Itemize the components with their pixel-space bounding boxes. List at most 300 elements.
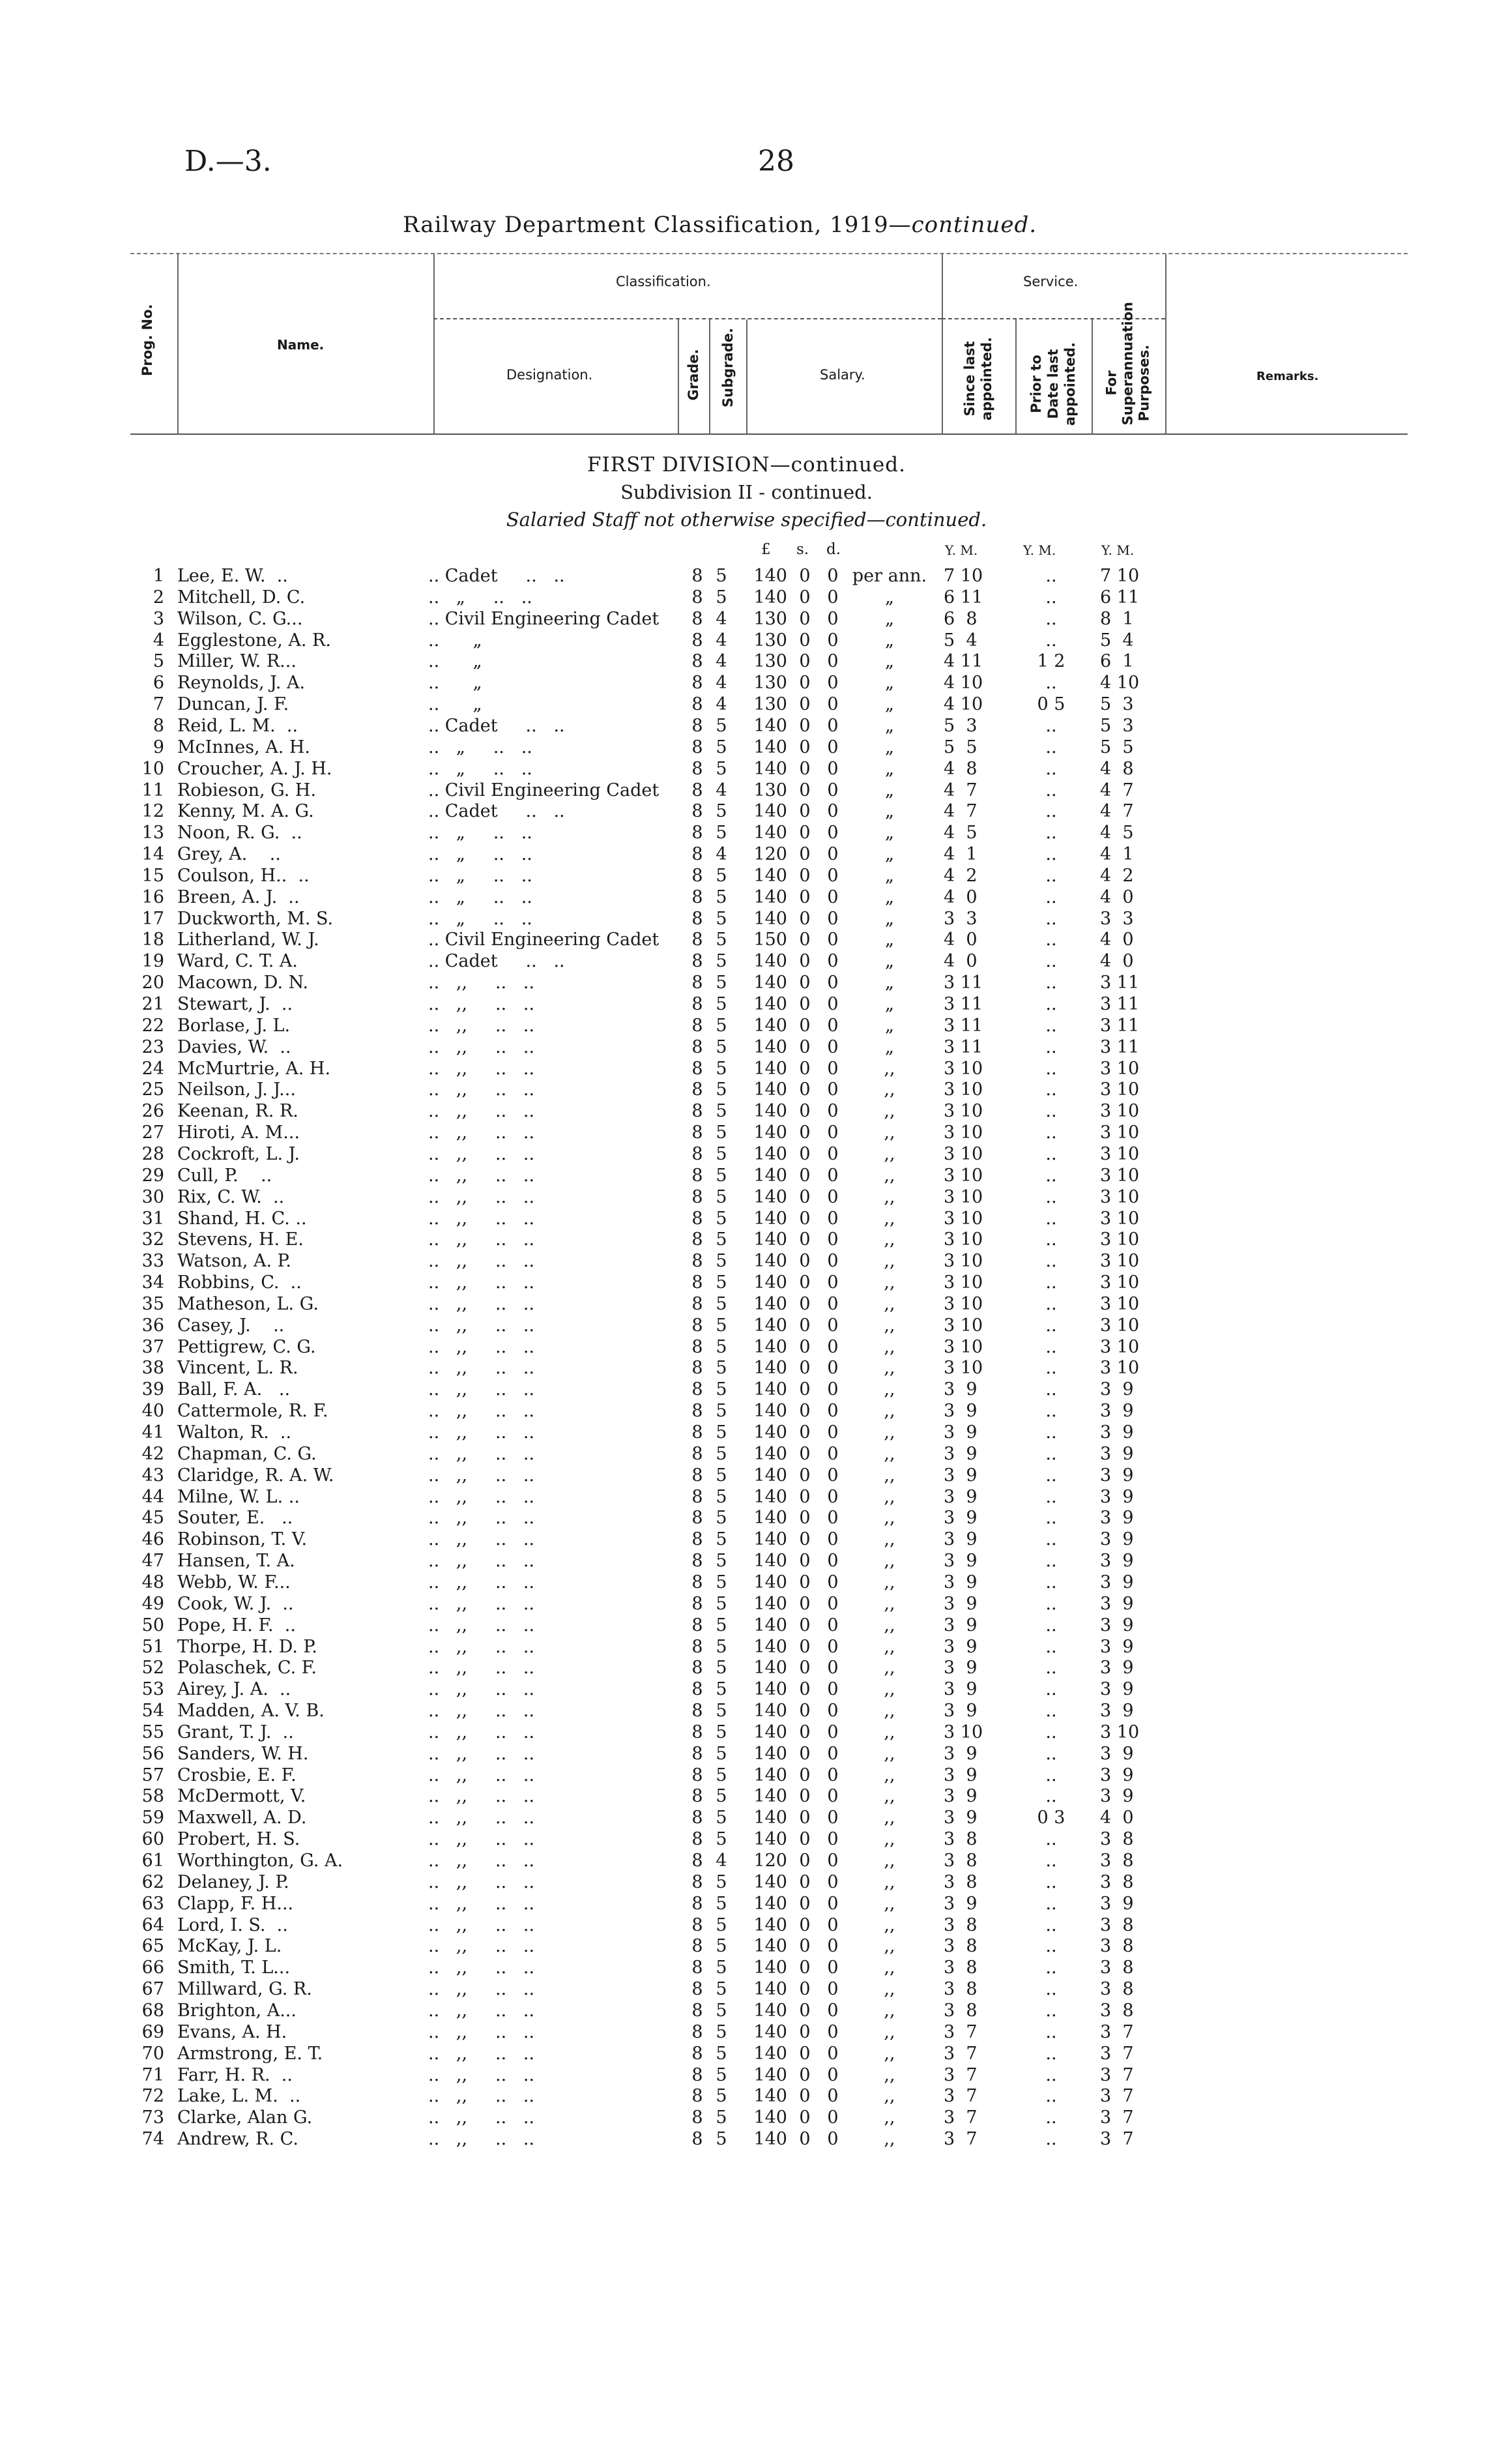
superannuation-cell: 4 1 bbox=[1100, 844, 1134, 865]
superannuation-cell: 3 9 bbox=[1100, 1786, 1134, 1807]
salary-period-cell: ,, bbox=[884, 1401, 895, 1422]
designation-cell: .. ,, .. .. bbox=[428, 1572, 535, 1592]
salary-pence-cell: 0 bbox=[827, 1443, 839, 1464]
table-row bbox=[0, 2086, 1493, 2107]
salary-shillings-cell: 0 bbox=[799, 2064, 811, 2085]
prior-service-cell: .. bbox=[1045, 1743, 1057, 1764]
prog-no-cell: 9 bbox=[152, 737, 164, 757]
since-last-appointed-cell: 3 10 bbox=[944, 1336, 983, 1357]
salary-shillings-cell: 0 bbox=[799, 1529, 811, 1550]
prog-no-cell: 61 bbox=[141, 1851, 164, 1871]
salary-pounds-cell: 140 bbox=[753, 2086, 787, 2107]
designation-cell: .. ,, .. .. bbox=[428, 1293, 535, 1314]
superannuation-cell: 4 7 bbox=[1100, 801, 1134, 822]
salary-shillings-cell: 0 bbox=[799, 566, 811, 586]
since-last-appointed-cell: 3 11 bbox=[944, 1015, 983, 1036]
prior-service-cell: .. bbox=[1045, 673, 1057, 694]
subgrade-cell: 5 bbox=[716, 1143, 727, 1164]
salary-shillings-cell: 0 bbox=[799, 887, 811, 907]
salary-period-cell: ,, bbox=[884, 1379, 895, 1400]
since-last-appointed-cell: 3 9 bbox=[944, 1765, 978, 1785]
salary-period-cell: ,, bbox=[884, 1122, 895, 1143]
table-row bbox=[0, 1401, 1493, 1422]
name-cell: Pettigrew, C. G. bbox=[177, 1336, 316, 1357]
since-last-appointed-cell: 3 7 bbox=[944, 2064, 978, 2085]
salary-period-cell: ,, bbox=[884, 1979, 895, 2000]
salary-shillings-cell: 0 bbox=[799, 823, 811, 843]
prior-service-cell: .. bbox=[1045, 758, 1057, 779]
grade-cell: 8 bbox=[691, 1572, 703, 1592]
prior-service-cell: .. bbox=[1045, 1958, 1057, 1978]
salary-shillings-cell: 0 bbox=[799, 1851, 811, 1871]
salary-period-cell: „ bbox=[885, 1036, 894, 1057]
grade-cell: 8 bbox=[691, 2064, 703, 2085]
subgrade-cell: 5 bbox=[716, 758, 727, 779]
prog-no-cell: 57 bbox=[141, 1765, 164, 1785]
grade-cell: 8 bbox=[691, 1529, 703, 1550]
salary-shillings-cell: 0 bbox=[799, 1593, 811, 1614]
subgrade-cell: 5 bbox=[716, 1486, 727, 1507]
table-row bbox=[0, 1122, 1493, 1143]
since-last-appointed-cell: 4 0 bbox=[944, 930, 978, 950]
prog-no-cell: 49 bbox=[141, 1593, 164, 1614]
table-row bbox=[0, 1315, 1493, 1336]
salary-shillings-cell: 0 bbox=[799, 908, 811, 929]
prog-no-cell: 67 bbox=[141, 1979, 164, 2000]
grade-cell: 8 bbox=[691, 2021, 703, 2042]
subgrade-cell: 5 bbox=[716, 1743, 727, 1764]
subgrade-cell: 5 bbox=[716, 973, 727, 993]
salary-pounds-cell: 140 bbox=[753, 1765, 787, 1785]
prog-no-cell: 32 bbox=[141, 1229, 164, 1250]
salary-period-cell: ,, bbox=[884, 1551, 895, 1572]
salary-shillings-cell: 0 bbox=[799, 1979, 811, 2000]
name-cell: Clapp, F. H... bbox=[177, 1893, 294, 1914]
salary-pounds-cell: 140 bbox=[753, 908, 787, 929]
salary-shillings-cell: 0 bbox=[799, 1443, 811, 1464]
name-cell: Grant, T. J. .. bbox=[177, 1722, 294, 1742]
salary-period-cell: ,, bbox=[884, 1358, 895, 1379]
salary-pounds-cell: 140 bbox=[753, 1722, 787, 1742]
salary-pounds-cell: 140 bbox=[753, 1336, 787, 1357]
prior-service-cell: .. bbox=[1045, 1272, 1057, 1293]
salary-period-cell: „ bbox=[885, 994, 894, 1014]
salary-period-cell: ,, bbox=[884, 1722, 895, 1742]
unit-ym-prior: Y. M. bbox=[1023, 542, 1056, 558]
title-main: Railway Department Classification, 1919— bbox=[403, 212, 912, 238]
salary-period-cell: „ bbox=[885, 865, 894, 886]
name-cell: Lord, I. S. .. bbox=[177, 1914, 288, 1935]
table-row bbox=[0, 1059, 1493, 1079]
designation-cell: .. ,, .. .. bbox=[428, 1893, 535, 1914]
since-last-appointed-cell: 3 11 bbox=[944, 994, 983, 1014]
designation-cell: .. ,, .. .. bbox=[428, 1015, 535, 1036]
salary-shillings-cell: 0 bbox=[799, 1722, 811, 1742]
prog-no-cell: 58 bbox=[141, 1786, 164, 1807]
prog-no-cell: 50 bbox=[141, 1615, 164, 1635]
salary-pounds-cell: 140 bbox=[753, 1658, 787, 1679]
salary-pence-cell: 0 bbox=[827, 844, 839, 865]
salary-pounds-cell: 140 bbox=[753, 1036, 787, 1057]
superannuation-cell: 3 11 bbox=[1100, 973, 1140, 993]
rule-v8 bbox=[1015, 319, 1017, 433]
header-prog-no: Prog. No. bbox=[139, 304, 155, 376]
salary-pounds-cell: 140 bbox=[753, 1829, 787, 1850]
table-row bbox=[0, 1894, 1493, 1914]
name-cell: Mitchell, D. C. bbox=[177, 587, 306, 608]
salary-pence-cell: 0 bbox=[827, 1593, 839, 1614]
superannuation-cell: 3 9 bbox=[1100, 1508, 1134, 1529]
name-cell: Croucher, A. J. H. bbox=[177, 758, 332, 779]
grade-cell: 8 bbox=[691, 1593, 703, 1614]
salary-shillings-cell: 0 bbox=[799, 780, 811, 800]
salary-period-cell: ,, bbox=[884, 1079, 895, 1100]
header-since-last: Since last appointed. bbox=[962, 336, 994, 421]
salary-pounds-cell: 140 bbox=[753, 1936, 787, 1957]
rule-v4 bbox=[1165, 254, 1167, 433]
prog-no-cell: 46 bbox=[141, 1529, 164, 1550]
prior-service-cell: 1 2 bbox=[1037, 651, 1065, 672]
prog-no-cell: 43 bbox=[141, 1465, 164, 1486]
salary-pounds-cell: 140 bbox=[753, 865, 787, 886]
salary-pence-cell: 0 bbox=[827, 2000, 839, 2021]
grade-cell: 8 bbox=[691, 887, 703, 907]
salary-period-cell: „ bbox=[885, 887, 894, 907]
since-last-appointed-cell: 3 9 bbox=[944, 1529, 978, 1550]
salary-shillings-cell: 0 bbox=[799, 2000, 811, 2021]
prior-service-cell: .. bbox=[1045, 1036, 1057, 1057]
prior-service-cell: .. bbox=[1045, 1229, 1057, 1250]
name-cell: Hiroti, A. M... bbox=[177, 1122, 300, 1143]
table-row bbox=[0, 1337, 1493, 1358]
since-last-appointed-cell: 3 8 bbox=[944, 1871, 978, 1892]
superannuation-cell: 3 7 bbox=[1100, 2086, 1134, 2107]
name-cell: Cockroft, L. J. bbox=[177, 1143, 300, 1164]
grade-cell: 8 bbox=[691, 737, 703, 757]
prior-service-cell: .. bbox=[1045, 1251, 1057, 1272]
salary-pounds-cell: 140 bbox=[753, 1443, 787, 1464]
since-last-appointed-cell: 3 8 bbox=[944, 2000, 978, 2021]
table-row bbox=[0, 651, 1493, 672]
salary-period-cell: „ bbox=[885, 608, 894, 629]
salary-shillings-cell: 0 bbox=[799, 1336, 811, 1357]
prior-service-cell: .. bbox=[1045, 587, 1057, 608]
grade-cell: 8 bbox=[691, 1293, 703, 1314]
name-cell: Polaschek, C. F. bbox=[177, 1658, 317, 1679]
salary-shillings-cell: 0 bbox=[799, 1015, 811, 1036]
grade-cell: 8 bbox=[691, 1808, 703, 1828]
salary-period-cell: ,, bbox=[884, 1143, 895, 1164]
salary-pounds-cell: 140 bbox=[753, 1186, 787, 1207]
salary-shillings-cell: 0 bbox=[799, 737, 811, 757]
salary-pence-cell: 0 bbox=[827, 630, 839, 651]
salary-period-cell: ,, bbox=[884, 1486, 895, 1507]
salary-period-cell: „ bbox=[885, 1015, 894, 1036]
grade-cell: 8 bbox=[691, 1358, 703, 1379]
salary-period-cell: ,, bbox=[884, 1914, 895, 1935]
salary-pence-cell: 0 bbox=[827, 1101, 839, 1122]
salary-pounds-cell: 140 bbox=[753, 1401, 787, 1422]
salary-pence-cell: 0 bbox=[827, 1871, 839, 1892]
grade-cell: 8 bbox=[691, 994, 703, 1014]
table-row bbox=[0, 759, 1493, 780]
designation-cell: .. ,, .. .. bbox=[428, 2000, 535, 2021]
salary-pounds-cell: 130 bbox=[753, 780, 787, 800]
table-row bbox=[0, 1166, 1493, 1186]
salary-shillings-cell: 0 bbox=[799, 1058, 811, 1079]
salary-pence-cell: 0 bbox=[827, 1315, 839, 1336]
designation-cell: .. ,, .. .. bbox=[428, 1422, 535, 1443]
name-cell: Worthington, G. A. bbox=[177, 1851, 343, 1871]
name-cell: Milne, W. L. .. bbox=[177, 1486, 300, 1507]
superannuation-cell: 3 10 bbox=[1100, 1293, 1140, 1314]
subgrade-cell: 4 bbox=[716, 1851, 727, 1871]
since-last-appointed-cell: 3 10 bbox=[944, 1358, 983, 1379]
grade-cell: 8 bbox=[691, 1871, 703, 1892]
subgrade-cell: 4 bbox=[716, 651, 727, 672]
salary-period-cell: „ bbox=[885, 823, 894, 843]
subgrade-cell: 4 bbox=[716, 694, 727, 715]
superannuation-cell: 3 9 bbox=[1100, 1593, 1134, 1614]
salary-pounds-cell: 140 bbox=[753, 951, 787, 972]
table-row bbox=[0, 1658, 1493, 1679]
prog-no-cell: 21 bbox=[141, 994, 164, 1014]
salary-shillings-cell: 0 bbox=[799, 1743, 811, 1764]
prog-no-cell: 45 bbox=[141, 1508, 164, 1529]
grade-cell: 8 bbox=[691, 1443, 703, 1464]
prior-service-cell: .. bbox=[1045, 1893, 1057, 1914]
table-row bbox=[0, 1251, 1493, 1272]
name-cell: McKay, J. L. bbox=[177, 1936, 282, 1957]
salary-shillings-cell: 0 bbox=[799, 1315, 811, 1336]
grade-cell: 8 bbox=[691, 1486, 703, 1507]
prog-no-cell: 35 bbox=[141, 1293, 164, 1314]
salary-shillings-cell: 0 bbox=[799, 1186, 811, 1207]
since-last-appointed-cell: 3 10 bbox=[944, 1122, 983, 1143]
subgrade-cell: 5 bbox=[716, 2000, 727, 2021]
salary-pence-cell: 0 bbox=[827, 1615, 839, 1635]
salary-pounds-cell: 140 bbox=[753, 994, 787, 1014]
since-last-appointed-cell: 6 11 bbox=[944, 587, 983, 608]
salary-shillings-cell: 0 bbox=[799, 1572, 811, 1592]
since-last-appointed-cell: 3 9 bbox=[944, 1658, 978, 1679]
prog-no-cell: 1 bbox=[152, 566, 164, 586]
designation-cell: .. ,, .. .. bbox=[428, 1914, 535, 1935]
salary-shillings-cell: 0 bbox=[799, 1465, 811, 1486]
salary-period-cell: ,, bbox=[884, 2107, 895, 2128]
since-last-appointed-cell: 4 0 bbox=[944, 951, 978, 972]
salary-shillings-cell: 0 bbox=[799, 608, 811, 629]
table-row bbox=[0, 2001, 1493, 2021]
salary-shillings-cell: 0 bbox=[799, 1551, 811, 1572]
subgrade-cell: 5 bbox=[716, 1358, 727, 1379]
table-row bbox=[0, 866, 1493, 887]
salary-pounds-cell: 130 bbox=[753, 608, 787, 629]
salary-pence-cell: 0 bbox=[827, 823, 839, 843]
prior-service-cell: .. bbox=[1045, 1871, 1057, 1892]
salary-period-cell: ,, bbox=[884, 1251, 895, 1272]
since-last-appointed-cell: 3 9 bbox=[944, 1893, 978, 1914]
grade-cell: 8 bbox=[691, 1786, 703, 1807]
superannuation-cell: 3 9 bbox=[1100, 1551, 1134, 1572]
subgrade-cell: 5 bbox=[716, 801, 727, 822]
salary-pence-cell: 0 bbox=[827, 1379, 839, 1400]
salary-shillings-cell: 0 bbox=[799, 801, 811, 822]
since-last-appointed-cell: 4 7 bbox=[944, 780, 978, 800]
salary-shillings-cell: 0 bbox=[799, 1636, 811, 1657]
name-cell: McDermott, V. bbox=[177, 1786, 306, 1807]
superannuation-cell: 3 9 bbox=[1100, 1701, 1134, 1722]
since-last-appointed-cell: 3 8 bbox=[944, 1936, 978, 1957]
salary-period-cell: ,, bbox=[884, 1679, 895, 1700]
since-last-appointed-cell: 3 9 bbox=[944, 1593, 978, 1614]
header-prior-to-date: Prior to Date last appointed. bbox=[1028, 342, 1078, 426]
superannuation-cell: 5 3 bbox=[1100, 715, 1134, 736]
prog-no-cell: 29 bbox=[141, 1165, 164, 1186]
subgrade-cell: 5 bbox=[716, 1979, 727, 2000]
header-bottom-rule bbox=[130, 433, 1408, 435]
salary-pounds-cell: 140 bbox=[753, 1229, 787, 1250]
salary-shillings-cell: 0 bbox=[799, 630, 811, 651]
salary-pence-cell: 0 bbox=[827, 1829, 839, 1850]
since-last-appointed-cell: 3 7 bbox=[944, 2107, 978, 2128]
name-cell: Ward, C. T. A. bbox=[177, 951, 298, 972]
salary-pence-cell: 0 bbox=[827, 1765, 839, 1785]
salary-pounds-cell: 140 bbox=[753, 1122, 787, 1143]
table-row bbox=[0, 2129, 1493, 2150]
grade-cell: 8 bbox=[691, 1979, 703, 2000]
subgrade-cell: 5 bbox=[716, 1122, 727, 1143]
since-last-appointed-cell: 3 7 bbox=[944, 2129, 978, 2150]
salary-pence-cell: 0 bbox=[827, 1465, 839, 1486]
salary-shillings-cell: 0 bbox=[799, 1422, 811, 1443]
grade-cell: 8 bbox=[691, 715, 703, 736]
superannuation-cell: 7 10 bbox=[1100, 566, 1140, 586]
salary-shillings-cell: 0 bbox=[799, 2107, 811, 2128]
salary-pounds-cell: 140 bbox=[753, 1208, 787, 1229]
superannuation-cell: 8 1 bbox=[1100, 608, 1134, 629]
salary-pence-cell: 0 bbox=[827, 994, 839, 1014]
subgrade-cell: 5 bbox=[716, 2086, 727, 2107]
salary-pence-cell: 0 bbox=[827, 1229, 839, 1250]
table-row bbox=[0, 1744, 1493, 1765]
superannuation-cell: 3 9 bbox=[1100, 1743, 1134, 1764]
salary-pence-cell: 0 bbox=[827, 2064, 839, 2085]
designation-cell: .. ,, .. .. bbox=[428, 1229, 535, 1250]
since-last-appointed-cell: 3 9 bbox=[944, 1615, 978, 1635]
subgrade-cell: 5 bbox=[716, 2107, 727, 2128]
grade-cell: 8 bbox=[691, 1829, 703, 1850]
grade-cell: 8 bbox=[691, 1122, 703, 1143]
table-row bbox=[0, 1272, 1493, 1293]
salary-period-cell: „ bbox=[885, 780, 894, 800]
prior-service-cell: .. bbox=[1045, 1765, 1057, 1785]
grade-cell: 8 bbox=[691, 1914, 703, 1935]
subgrade-cell: 5 bbox=[716, 1572, 727, 1592]
subgrade-cell: 4 bbox=[716, 608, 727, 629]
superannuation-cell: 3 9 bbox=[1100, 1679, 1134, 1700]
designation-cell: .. ,, .. .. bbox=[428, 1871, 535, 1892]
salary-period-cell: ,, bbox=[884, 1186, 895, 1207]
name-cell: Robbins, C. .. bbox=[177, 1272, 302, 1293]
grade-cell: 8 bbox=[691, 630, 703, 651]
salary-period-cell: ,, bbox=[884, 1572, 895, 1592]
name-cell: Armstrong, E. T. bbox=[177, 2043, 323, 2064]
designation-cell: .. „ .. .. bbox=[428, 758, 532, 779]
grade-cell: 8 bbox=[691, 780, 703, 800]
unit-pence: d. bbox=[826, 541, 841, 558]
designation-cell: .. ,, .. .. bbox=[428, 1679, 535, 1700]
name-cell: Crosbie, E. F. bbox=[177, 1765, 297, 1785]
name-cell: Stewart, J. .. bbox=[177, 994, 293, 1014]
name-cell: Lake, L. M. .. bbox=[177, 2086, 301, 2107]
prior-service-cell: .. bbox=[1045, 1936, 1057, 1957]
prior-service-cell: .. bbox=[1045, 1658, 1057, 1679]
designation-cell: .. ,, .. .. bbox=[428, 1743, 535, 1764]
subgrade-cell: 5 bbox=[716, 1829, 727, 1850]
superannuation-cell: 3 10 bbox=[1100, 1229, 1140, 1250]
salary-pounds-cell: 140 bbox=[753, 737, 787, 757]
salary-pounds-cell: 140 bbox=[753, 1679, 787, 1700]
salary-pence-cell: 0 bbox=[827, 1186, 839, 1207]
document-reference: D.—3. bbox=[184, 145, 272, 178]
header-remarks: Remarks. bbox=[1256, 370, 1319, 383]
grade-cell: 8 bbox=[691, 2086, 703, 2107]
grade-cell: 8 bbox=[691, 608, 703, 629]
subgrade-cell: 5 bbox=[716, 823, 727, 843]
since-last-appointed-cell: 3 9 bbox=[944, 1636, 978, 1657]
designation-cell: .. „ .. .. bbox=[428, 737, 532, 757]
designation-cell: .. Civil Engineering Cadet bbox=[428, 780, 660, 800]
salary-pounds-cell: 140 bbox=[753, 1293, 787, 1314]
salary-pounds-cell: 140 bbox=[753, 2000, 787, 2021]
since-last-appointed-cell: 3 8 bbox=[944, 1829, 978, 1850]
since-last-appointed-cell: 3 11 bbox=[944, 973, 983, 993]
salary-shillings-cell: 0 bbox=[799, 651, 811, 672]
subgrade-cell: 5 bbox=[716, 1443, 727, 1464]
salary-shillings-cell: 0 bbox=[799, 994, 811, 1014]
table-row bbox=[0, 930, 1493, 950]
table-row bbox=[0, 801, 1493, 822]
salary-pence-cell: 0 bbox=[827, 1572, 839, 1592]
salary-pounds-cell: 120 bbox=[753, 1851, 787, 1871]
salary-period-cell: ,, bbox=[884, 1615, 895, 1635]
table-row bbox=[0, 737, 1493, 758]
prior-service-cell: .. bbox=[1045, 1465, 1057, 1486]
designation-cell: .. ,, .. .. bbox=[428, 1615, 535, 1635]
superannuation-cell: 3 7 bbox=[1100, 2021, 1134, 2042]
name-cell: Egglestone, A. R. bbox=[177, 630, 331, 651]
name-cell: Smith, T. L... bbox=[177, 1958, 291, 1978]
salary-pence-cell: 0 bbox=[827, 1851, 839, 1871]
name-cell: Coulson, H.. .. bbox=[177, 865, 310, 886]
subgrade-cell: 5 bbox=[716, 1015, 727, 1036]
since-last-appointed-cell: 3 9 bbox=[944, 1572, 978, 1592]
salary-period-cell: „ bbox=[885, 587, 894, 608]
subgrade-cell: 5 bbox=[716, 1593, 727, 1614]
salary-pounds-cell: 140 bbox=[753, 1958, 787, 1978]
subgrade-cell: 5 bbox=[716, 1465, 727, 1486]
prog-no-cell: 12 bbox=[141, 801, 164, 822]
name-cell: Shand, H. C. .. bbox=[177, 1208, 307, 1229]
designation-cell: .. ,, .. .. bbox=[428, 1722, 535, 1742]
salary-pounds-cell: 140 bbox=[753, 1743, 787, 1764]
since-last-appointed-cell: 3 10 bbox=[944, 1229, 983, 1250]
table-row bbox=[0, 716, 1493, 737]
salary-pounds-cell: 140 bbox=[753, 1143, 787, 1164]
salary-pence-cell: 0 bbox=[827, 715, 839, 736]
superannuation-cell: 4 7 bbox=[1100, 780, 1134, 800]
